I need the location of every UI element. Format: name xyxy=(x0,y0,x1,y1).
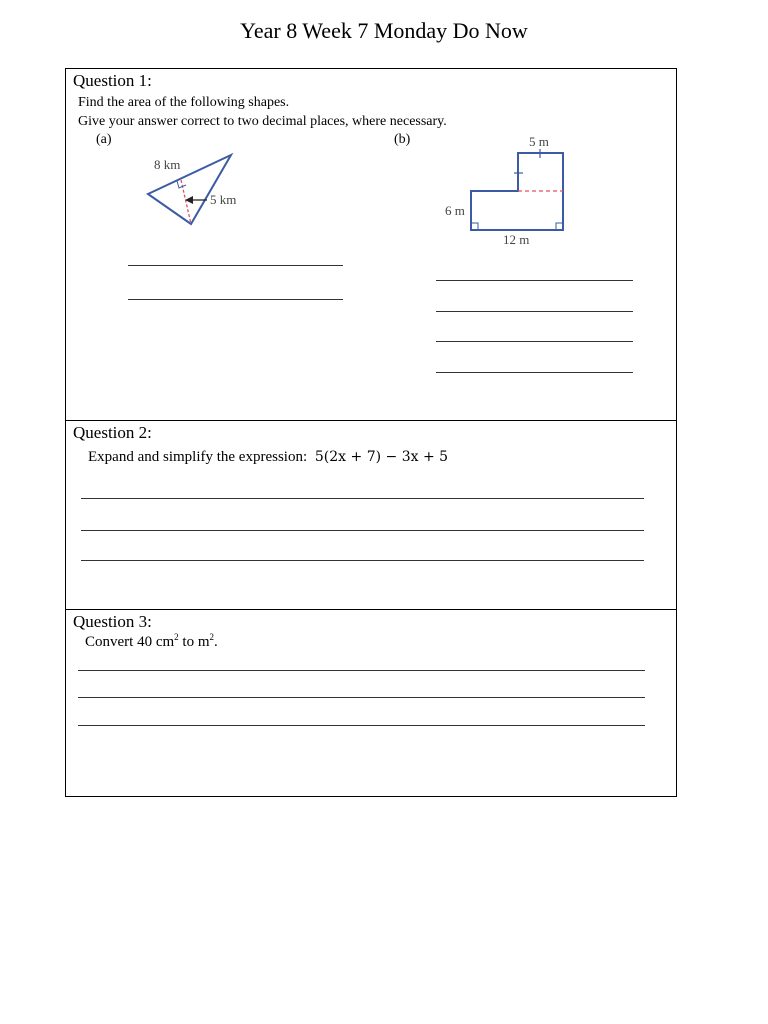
answer-line xyxy=(78,697,645,698)
answer-line xyxy=(81,560,644,561)
l-shape-left-label: 6 m xyxy=(445,203,465,218)
answer-line xyxy=(436,341,633,342)
answer-line xyxy=(128,265,343,266)
answer-line xyxy=(78,670,645,671)
answer-line xyxy=(81,530,644,531)
question-3-suffix: . xyxy=(214,634,218,650)
answer-line xyxy=(128,299,343,300)
answer-line xyxy=(436,311,633,312)
answer-line xyxy=(81,498,644,499)
question-3-prompt xyxy=(85,632,218,651)
question-1-heading: Question 1: xyxy=(73,71,152,90)
part-a-label: (a) xyxy=(96,132,112,147)
question-1-instruction-1: Find the area of the following shapes. xyxy=(78,95,290,110)
l-shape-figure xyxy=(436,131,636,253)
superscript: 2 xyxy=(209,632,214,642)
arrow-head xyxy=(185,196,193,204)
question-2-expression: 5(2x + 7) − 3x + 5 xyxy=(314,449,449,465)
triangle-figure xyxy=(141,149,261,229)
part-b-label: (b) xyxy=(394,132,411,147)
l-shape-top-label: 5 m xyxy=(529,134,549,149)
l-shape-bottom-label: 12 m xyxy=(503,232,530,247)
question-3-box xyxy=(65,609,677,797)
answer-line xyxy=(436,280,633,281)
question-2-prompt-text: Expand and simplify the expression: xyxy=(88,449,308,465)
superscript: 2 xyxy=(174,632,179,642)
right-angle-mark-left xyxy=(471,223,478,230)
answer-line xyxy=(78,725,645,726)
question-3-prefix: Convert 40 cm xyxy=(85,634,175,650)
question-1-instruction-2: Give your answer correct to two decimal places, where necessary. xyxy=(78,114,447,129)
triangle-side-label: 8 km xyxy=(154,157,181,172)
page-title: Year 8 Week 7 Monday Do Now xyxy=(240,18,528,43)
triangle-height-label: 5 km xyxy=(210,192,237,207)
question-1-box xyxy=(65,68,677,421)
right-angle-mark-right xyxy=(556,223,563,230)
question-2-heading: Question 2: xyxy=(73,423,152,442)
answer-line xyxy=(436,372,633,373)
question-2-box xyxy=(65,420,677,610)
question-3-heading: Question 3: xyxy=(73,612,152,631)
question-2-prompt xyxy=(88,449,448,466)
question-3-middle: to m xyxy=(178,634,210,650)
